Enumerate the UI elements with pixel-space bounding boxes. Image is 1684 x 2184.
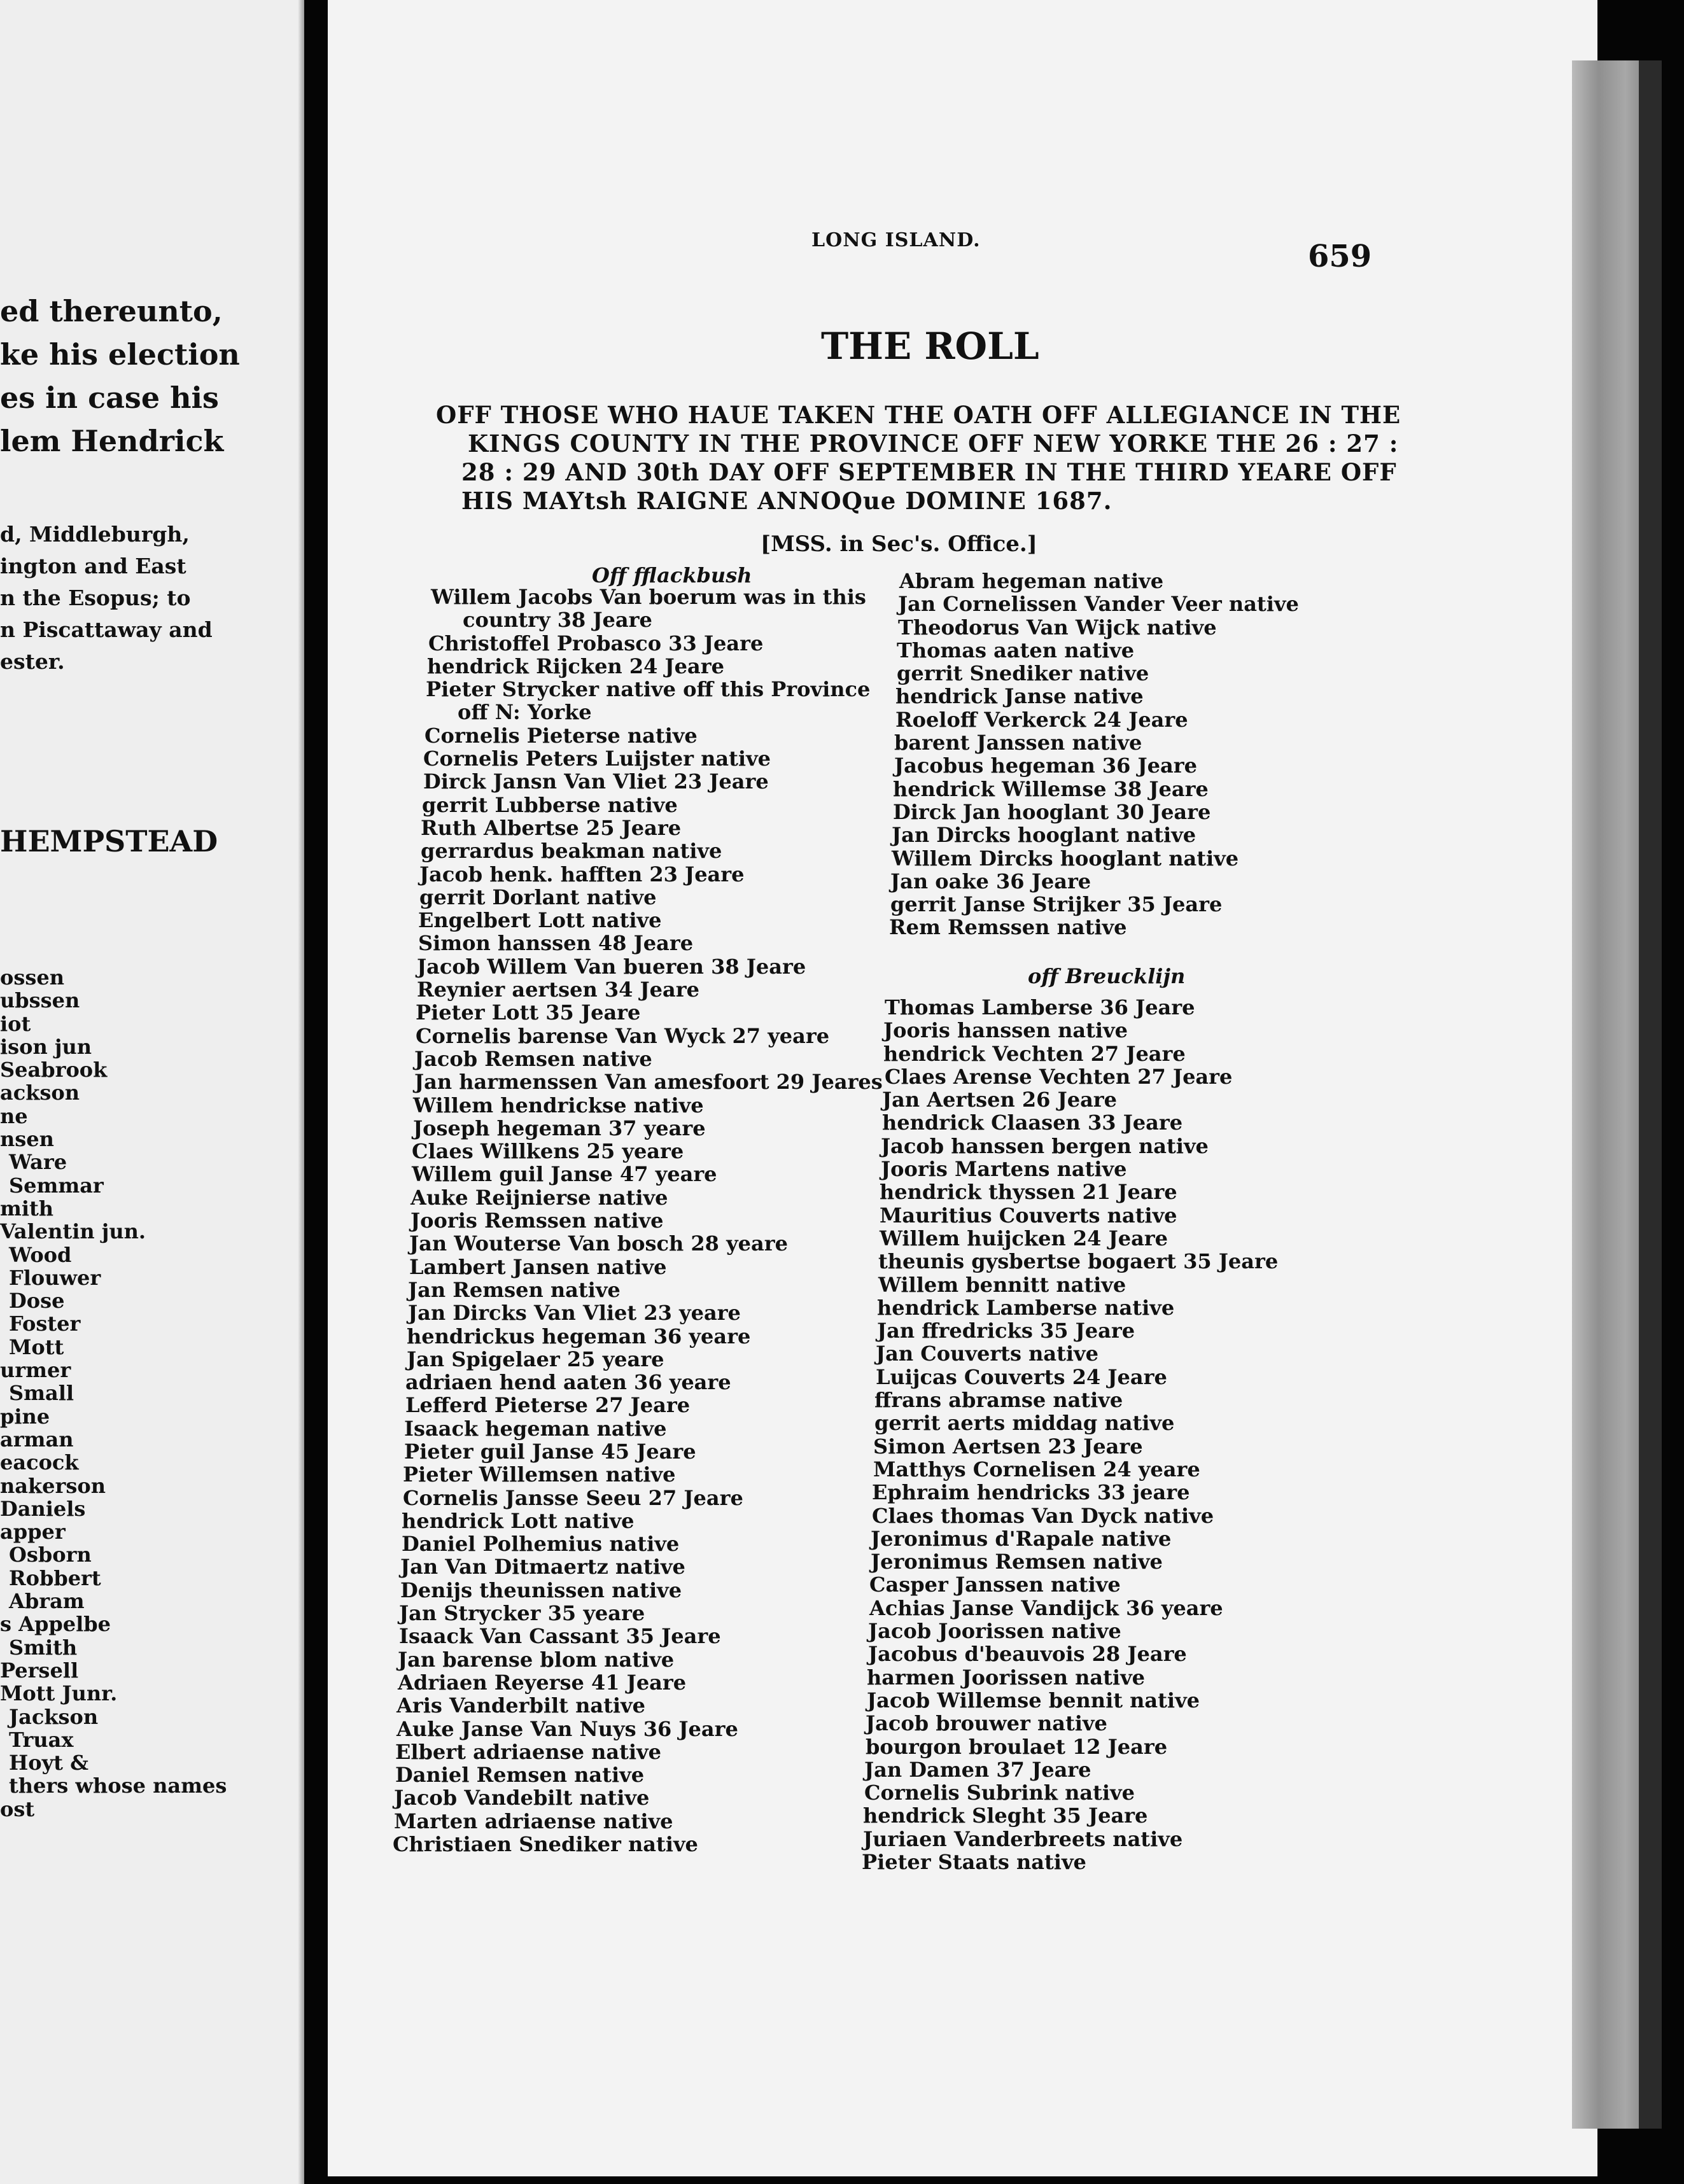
section-heading-flackbush: Off fflackbush: [592, 563, 752, 587]
page-edge-shadow: [1639, 60, 1662, 2129]
list-item: Jan Van Ditmaertz native: [400, 1555, 685, 1579]
list-item: hendrick Janse native: [895, 684, 1144, 709]
list-item: iot: [0, 1011, 31, 1036]
list-item: Mauritius Couverts native: [880, 1203, 1177, 1228]
list-item: Pieter Staats native: [862, 1849, 1086, 1874]
list-item: Willem hendrickse native: [413, 1093, 704, 1117]
list-item: Willem huijcken 24 Jeare: [880, 1226, 1168, 1250]
list-item: Matthys Cornelisen 24 yeare: [873, 1457, 1200, 1481]
list-item: Auke Reijnierse native: [410, 1185, 668, 1210]
list-item: Willem bennitt native: [878, 1272, 1126, 1297]
list-item: Jan Couverts native: [876, 1341, 1098, 1366]
left-text-line: n Piscattaway and: [0, 617, 213, 642]
list-item: Achias Janse Vandijck 36 yeare: [869, 1595, 1223, 1620]
list-item: Daniel Remsen native: [395, 1763, 645, 1788]
list-item: mith: [0, 1196, 54, 1221]
list-item: Denijs theunissen native: [400, 1578, 682, 1602]
list-item: Daniels: [0, 1496, 86, 1521]
list-item: Jan Strycker 35 yeare: [399, 1601, 645, 1626]
list-item: gerrit Snediker native: [897, 661, 1149, 686]
list-item: hendrick Claasen 33 Jeare: [882, 1110, 1183, 1135]
list-item: Persell: [0, 1658, 79, 1683]
list-item: Seabrook: [0, 1058, 108, 1082]
heading-line: OFF THOSE WHO HAUE TAKEN THE OATH OFF ALLEGIANCE IN THE: [436, 401, 1401, 429]
list-item: ost: [0, 1796, 35, 1821]
list-item: Thomas aaten native: [897, 638, 1135, 662]
list-item: Dirck Jansn Van Vliet 23 Jeare: [423, 769, 769, 794]
list-item: hendrick Vechten 27 Jeare: [883, 1041, 1186, 1066]
list-item: Claes Willkens 25 yeare: [412, 1139, 684, 1164]
list-item: Dose: [9, 1289, 65, 1313]
list-item: Isaack Van Cassant 35 Jeare: [399, 1624, 721, 1649]
list-item: Isaack hegeman native: [404, 1416, 667, 1441]
list-item: Jooris Martens native: [881, 1157, 1127, 1182]
list-item: Jan Spigelaer 25 yeare: [407, 1347, 664, 1371]
list-item: eacock: [0, 1450, 79, 1475]
list-item: Jan Remsen native: [408, 1277, 621, 1302]
section-heading-breucklijn: off Breucklijn: [1028, 964, 1186, 988]
heading-line: KINGS COUNTY IN THE PROVINCE OFF NEW YORKE THE 26 : 27 :: [468, 430, 1399, 458]
list-item: Jacob brouwer native: [866, 1711, 1107, 1736]
list-item: Cornelis Pieterse native: [425, 723, 698, 748]
list-item: Aris Vanderbilt native: [396, 1693, 645, 1718]
list-item: Cornelis Peters Luijster native: [423, 746, 771, 771]
list-item: Mott: [9, 1334, 64, 1359]
list-item: hendrick Lott native: [402, 1508, 635, 1533]
list-item: Jacobus hegeman 36 Jeare: [894, 753, 1197, 778]
list-item: theunis gysbertse bogaert 35 Jeare: [878, 1249, 1279, 1274]
left-text-line: ed thereunto,: [0, 294, 223, 328]
list-item: Juriaen Vanderbreets native: [863, 1826, 1183, 1851]
list-item: ubssen: [0, 988, 80, 1013]
flackbush-names-list: [391, 585, 883, 1856]
list-item: apper: [0, 1520, 66, 1544]
list-item: Jacob Remsen native: [414, 1046, 652, 1071]
left-text-line: ington and East: [0, 554, 186, 578]
list-item: country 38 Jeare: [463, 608, 652, 633]
list-item: Cornelis barense Van Wyck 27 yeare: [416, 1023, 830, 1048]
list-item: Jacob henk. hafften 23 Jeare: [419, 862, 745, 886]
running-head: LONG ISLAND.: [811, 229, 981, 251]
list-item: Jooris Remssen native: [410, 1208, 664, 1233]
list-item: Rem Remssen native: [889, 915, 1127, 940]
list-item: ossen: [0, 965, 64, 990]
list-item: Ware: [9, 1150, 67, 1175]
left-text-line: lem Hendrick: [0, 424, 224, 458]
list-item: hendrick Willemse 38 Jeare: [893, 776, 1209, 801]
list-item: nakerson: [0, 1473, 106, 1498]
list-item: off N: Yorke: [458, 700, 592, 725]
left-text-line: es in case his: [0, 381, 219, 415]
list-item: hendrick Rijcken 24 Jeare: [427, 654, 724, 678]
list-item: Robbert: [9, 1565, 101, 1590]
breucklijn-names-list: [862, 995, 1279, 1874]
list-item: Jan Dircks hooglant native: [892, 823, 1196, 848]
list-item: Jan Aertsen 26 Jeare: [882, 1088, 1118, 1112]
list-item: Jacob Joorissen native: [868, 1619, 1121, 1644]
list-item: Daniel Polhemius native: [402, 1532, 680, 1557]
left-page: [0, 0, 304, 2184]
page-title: THE ROLL: [821, 325, 1039, 368]
list-item: ffrans abramse native: [874, 1388, 1123, 1413]
list-item: Jan oake 36 Jeare: [890, 869, 1091, 893]
list-item: Claes Arense Vechten 27 Jeare: [885, 1064, 1233, 1089]
list-item: Lambert Jansen native: [409, 1254, 667, 1279]
list-item: Pieter Strycker native off this Province: [426, 677, 871, 702]
list-item: Willem guil Janse 47 yeare: [412, 1162, 717, 1187]
list-item: bourgon broulaet 12 Jeare: [866, 1734, 1168, 1759]
left-heading: HEMPSTEAD: [0, 824, 218, 858]
list-item: harmen Joorissen native: [867, 1665, 1146, 1690]
list-item: arman: [0, 1427, 74, 1452]
list-item: Abram hegeman native: [899, 569, 1164, 593]
list-item: gerrardus beakman native: [421, 839, 722, 864]
list-item: Mott Junr.: [0, 1681, 118, 1706]
list-item: Dirck Jan hooglant 30 Jeare: [893, 799, 1211, 824]
list-item: Reynier aertsen 34 Jeare: [417, 977, 699, 1002]
list-item: barent Janssen native: [894, 731, 1142, 755]
list-item: urmer: [0, 1358, 71, 1383]
list-item: Jan Dircks Van Vliet 23 yeare: [408, 1301, 741, 1326]
list-item: gerrit Janse Strijker 35 Jeare: [890, 892, 1223, 917]
list-item: Luijcas Couverts 24 Jeare: [876, 1364, 1167, 1389]
list-item: Joseph hegeman 37 yeare: [413, 1116, 706, 1140]
list-item: Osborn: [9, 1543, 92, 1567]
list-item: hendrick Lamberse native: [877, 1295, 1175, 1320]
list-item: Lefferd Pieterse 27 Jeare: [405, 1393, 691, 1418]
list-item: Willem Jacobs Van boerum was in this: [431, 585, 866, 609]
list-item: hendrick Sleght 35 Jeare: [863, 1803, 1148, 1828]
list-item: Elbert adriaense native: [395, 1739, 661, 1764]
list-item: nsen: [0, 1127, 54, 1152]
list-item: pine: [0, 1404, 50, 1429]
list-item: Truax: [9, 1727, 74, 1752]
list-item: hendrick thyssen 21 Jeare: [880, 1180, 1177, 1205]
list-item: Jan Cornelissen Vander Veer native: [898, 592, 1299, 617]
list-item: Ruth Albertse 25 Jeare: [421, 815, 682, 840]
list-item: Casper Janssen native: [869, 1572, 1121, 1597]
list-item: adriaen hend aaten 36 yeare: [405, 1370, 731, 1395]
list-item: Valentin jun.: [0, 1219, 146, 1244]
list-item: Hoyt &: [9, 1751, 88, 1775]
list-item: Theodorus Van Wijck native: [898, 615, 1217, 640]
list-item: Christoffel Probasco 33 Jeare: [428, 631, 764, 655]
list-item: Pieter guil Janse 45 Jeare: [404, 1439, 696, 1464]
list-item: Jan Wouterse Van bosch 28 yeare: [409, 1231, 788, 1256]
left-text-line: d, Middleburgh,: [0, 522, 190, 547]
list-item: Jeronimus d'Rapale native: [871, 1526, 1172, 1551]
list-item: ackson: [0, 1081, 80, 1105]
list-item: Jan Damen 37 Jeare: [864, 1757, 1091, 1782]
list-item: Thomas Lamberse 36 Jeare: [885, 995, 1195, 1019]
list-item: ison jun: [0, 1034, 92, 1059]
list-item: Jan harmenssen Van amesfoort 29 Jeares: [414, 1070, 883, 1095]
left-text-line: ester.: [0, 649, 65, 674]
list-item: Cornelis Subrink native: [864, 1781, 1135, 1805]
list-item: Jacob hanssen bergen native: [881, 1133, 1209, 1158]
source-note: [MSS. in Sec's. Office.]: [761, 531, 1037, 557]
page-number: 659: [1308, 239, 1372, 274]
list-item: gerrit Dorlant native: [419, 885, 657, 909]
list-item: Cornelis Jansse Seeu 27 Jeare: [403, 1485, 743, 1510]
list-item: hendrickus hegeman 36 yeare: [407, 1324, 751, 1348]
list-item: Adriaen Reyerse 41 Jeare: [398, 1670, 687, 1695]
list-item: Semmar: [9, 1173, 104, 1198]
list-item: Jacob Willem Van bueren 38 Jeare: [417, 954, 806, 979]
list-item: gerrit aerts middag native: [874, 1411, 1175, 1436]
list-item: Smith: [9, 1635, 78, 1660]
list-item: Jacob Willemse bennit native: [867, 1688, 1200, 1712]
list-item: ne: [0, 1103, 28, 1128]
list-item: Jacobus d'beauvois 28 Jeare: [868, 1642, 1187, 1667]
list-item: Jan barense blom native: [398, 1647, 675, 1672]
list-item: Claes thomas Van Dyck native: [872, 1503, 1214, 1528]
list-item: Jacob Vandebilt native: [394, 1786, 650, 1810]
left-names-list: [0, 966, 227, 1821]
list-item: Small: [9, 1381, 74, 1406]
list-item: thers whose names: [9, 1774, 227, 1798]
list-item: Marten adriaense native: [394, 1809, 673, 1833]
left-text-line: ke his election: [0, 337, 240, 372]
list-item: Wood: [9, 1242, 72, 1267]
list-item: Willem Dircks hooglant native: [892, 846, 1239, 871]
list-item: Flouwer: [9, 1265, 101, 1290]
heading-line: 28 : 29 AND 30th DAY OFF SEPTEMBER IN THE THIRD YEARE OFF: [461, 458, 1397, 486]
list-item: Roeloff Verkerck 24 Jeare: [895, 707, 1188, 732]
list-item: Pieter Willemsen native: [403, 1462, 676, 1487]
list-item: Pieter Lott 35 Jeare: [416, 1000, 641, 1025]
left-text-line: n the Esopus; to: [0, 585, 191, 610]
list-item: Ephraim hendricks 33 jeare: [872, 1480, 1190, 1505]
list-item: Jeronimus Remsen native: [871, 1550, 1163, 1574]
list-item: Jackson: [9, 1704, 99, 1729]
list-item: Christiaen Snediker native: [393, 1832, 698, 1857]
list-item: Abram: [9, 1589, 85, 1614]
list-item: Jan ffredricks 35 Jeare: [877, 1319, 1135, 1343]
list-item: Simon Aertsen 23 Jeare: [873, 1434, 1143, 1459]
list-item: Foster: [9, 1312, 81, 1336]
list-item: s Appelbe: [0, 1612, 111, 1637]
list-item: Jooris hanssen native: [883, 1018, 1128, 1043]
list-item: gerrit Lubberse native: [422, 792, 678, 817]
flackbush-continued-list: [889, 569, 1299, 940]
list-item: Engelbert Lott native: [418, 908, 662, 933]
list-item: Simon hanssen 48 Jeare: [418, 931, 694, 956]
heading-line: HIS MAYtsh RAIGNE ANNOQue DOMINE 1687.: [461, 487, 1112, 515]
list-item: Auke Janse Van Nuys 36 Jeare: [396, 1716, 738, 1741]
